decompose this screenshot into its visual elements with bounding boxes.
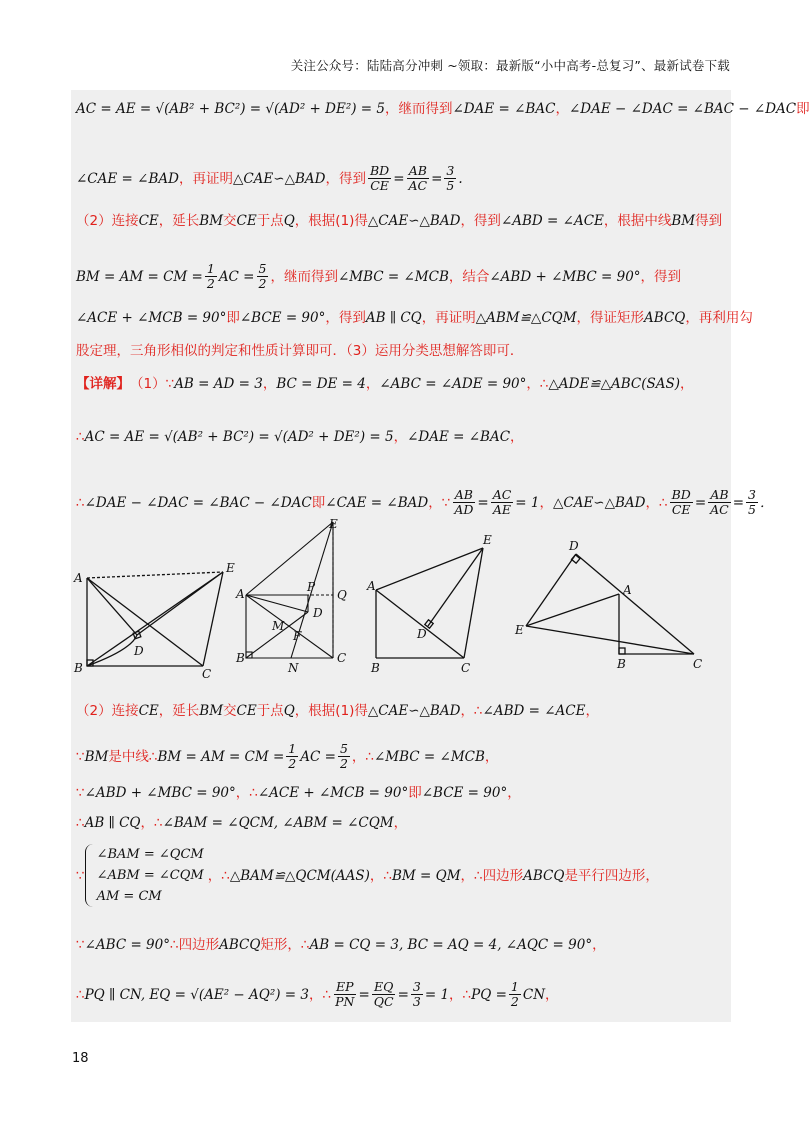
analysis-line-2: ∠CAE = ∠BAD ，再证明 △CAE∽△BAD ，得到 $\frac{BD}{CE}$ = $\frac{AB}{AC}$ = $\frac{3}{5}$ . [76, 163, 463, 193]
fig3-label-E: E [483, 533, 492, 547]
detail-line-3: ∴ ∠DAE − ∠DAC = ∠BAC − ∠DAC 即 ∠CAE = ∠BAD ，∵ $\frac{AB}{AD}$ = $\frac{AC}{AE}$ = 1 ， △CAE∽△BAD ，∴ $\frac{BD}{CE}$ = $\frac{AB}{AC}$ = $\frac{3}{5}$ ． [76, 487, 774, 517]
fig2-label-E: E [329, 517, 338, 531]
fig2-label-D: D [313, 606, 323, 620]
fig1-label-A: A [74, 571, 83, 585]
fig4-label-E: E [515, 623, 524, 637]
text: ，再证明 [178, 170, 233, 187]
analysis-line-6: 股定理，三角形相似的判定和性质计算即可．（3）运用分类思想解答即可． [76, 343, 524, 359]
text: ，得到 [325, 170, 366, 187]
fraction: $\frac{AB}{AC}$ [408, 163, 428, 193]
fig1-label-C: C [202, 667, 212, 681]
fig2-label-B: B [236, 651, 245, 665]
detail-line-7: ∴ AB ∥ CQ ，∴ ∠BAM = ∠QCM, ∠ABM = ∠CQM ， [76, 815, 408, 831]
figure-2 [246, 522, 333, 658]
fig1-label-D: D [134, 644, 144, 658]
fig2-label-P: P [307, 580, 316, 594]
fig4-label-A: A [623, 583, 632, 597]
fig3-label-D: D [417, 627, 427, 641]
figure-3 [376, 548, 483, 658]
solution-panel [71, 90, 810, 1022]
page-number: 18 [72, 1051, 89, 1066]
fig4-label-D: D [569, 539, 579, 553]
fraction: $\frac{3}{5}$ [446, 163, 455, 193]
math: ∠CAE = ∠BAD [76, 170, 179, 187]
math: AC = AE = √(AB² + BC²) = √(AD² + DE²) = 5 [76, 101, 385, 117]
detail-line-6: ∵ ∠ABD + ∠MBC = 90° ，∴ ∠ACE + ∠MCB = 90° 即 ∠BCE = 90° ， [76, 785, 521, 801]
detail-line-5: ∵ BM 是中线∴ BM = AM = CM = $\frac{1}{2}$ AC = $\frac{5}{2}$ ，∴ ∠MBC = ∠MCB ， [76, 741, 499, 771]
detail-line-4: （2）连接 CE ，延长 BM 交 CE 于点 Q ，根据(1)得 △CAE∽△BAD ，∴ ∠ABD = ∠ACE ， [76, 703, 599, 719]
detail-line-2: ∴ AC = AE = √(AB² + BC²) = √(AD² + DE²) = 5 ， ∠DAE = ∠BAC ， [76, 429, 524, 445]
fig3-label-C: C [461, 661, 471, 675]
figure-4 [526, 554, 694, 654]
fig3-label-A: A [367, 579, 376, 593]
analysis-line-4: BM = AM = CM = $\frac{1}{2}$ AC = $\frac{5}{2}$ ，继而得到 ∠MBC = ∠MCB ，结合 ∠ABD + ∠MBC = 90° ，得到 [76, 261, 682, 291]
fig2-label-M: M [272, 619, 285, 633]
brace-system: ∠BAM = ∠QCM ∠ABM = ∠CQM AM = CM [85, 844, 204, 907]
detail-heading: 【详解】 [76, 376, 130, 392]
detail-line-8: ∵ ∠BAM = ∠QCM ∠ABM = ∠CQM AM = CM ，∴ △BAM≌△QCM(AAS) ，∴ BM = QM ，∴四边形 ABCQ 是平行四边形， [76, 844, 659, 907]
analysis-line-3: （2）连接 CE ，延长 BM 交 CE 于点 Q ，根据(1)得 △CAE∽△BAD ，得到 ∠ABD = ∠ACE ，根据中线 BM 得到 [76, 213, 723, 229]
fig2-label-A: A [236, 587, 245, 601]
figure-1-labels [73, 561, 235, 681]
geometry-figures [71, 517, 731, 681]
fig3-label-B: B [371, 661, 380, 675]
text: ， [555, 101, 569, 117]
fraction: $\frac{BD}{CE}$ [369, 163, 390, 193]
figure-2-labels [235, 517, 347, 675]
fig2-label-Q: Q [337, 588, 347, 602]
detail-line-9: ∵ ∠ABC = 90° ∴四边形 ABCQ 矩形，∴ AB = CQ = 3, BC = AQ = 4, ∠AQC = 90° ， [76, 937, 606, 953]
fig2-label-F: F [293, 629, 302, 643]
page-header: 关注公众号：陆陆高分冲刺 ~领取：最新版“小中高考-总复习”、最新试卷下载 [290, 58, 730, 73]
math: △CAE∽△BAD [232, 170, 326, 187]
detail-line-10: ∴ PQ ∥ CN, EQ = √(AE² − AQ²) = 3 ，∴ $\frac{EP}{PN}$ = $\frac{EQ}{QC}$ = $\frac{3}{3}$ = 1 ，∴ PQ = $\frac{1}{2}$ CN ， [76, 979, 559, 1009]
text: 即 [796, 101, 810, 117]
figure-1 [87, 572, 223, 666]
detail-line-1: 【详解】 （1）∵ AB = AD = 3 ， BC = DE = 4 ， ∠ABC = ∠ADE = 90° ，∴ △ADE≌△ABC(SAS) ， [76, 376, 694, 392]
fig2-label-C: C [337, 651, 347, 665]
math: ∠DAE = ∠BAC [452, 101, 556, 117]
fig4-label-B: B [617, 657, 626, 671]
math: ∠DAE − ∠DAC = ∠BAC − ∠DAC [568, 101, 797, 117]
text: ，继而得到 [384, 101, 453, 117]
fig1-label-B: B [74, 661, 83, 675]
fig2-label-N: N [288, 661, 299, 675]
analysis-line-5: ∠ACE + ∠MCB = 90° 即 ∠BCE = 90° ，得到 AB ∥ CQ ，再证明 △ABM≌△CQM ，得证矩形 ABCQ ，再利用勾 [76, 310, 753, 326]
fig1-label-E: E [226, 561, 235, 575]
analysis-line-1 [76, 100, 810, 118]
fig4-label-C: C [693, 657, 703, 671]
